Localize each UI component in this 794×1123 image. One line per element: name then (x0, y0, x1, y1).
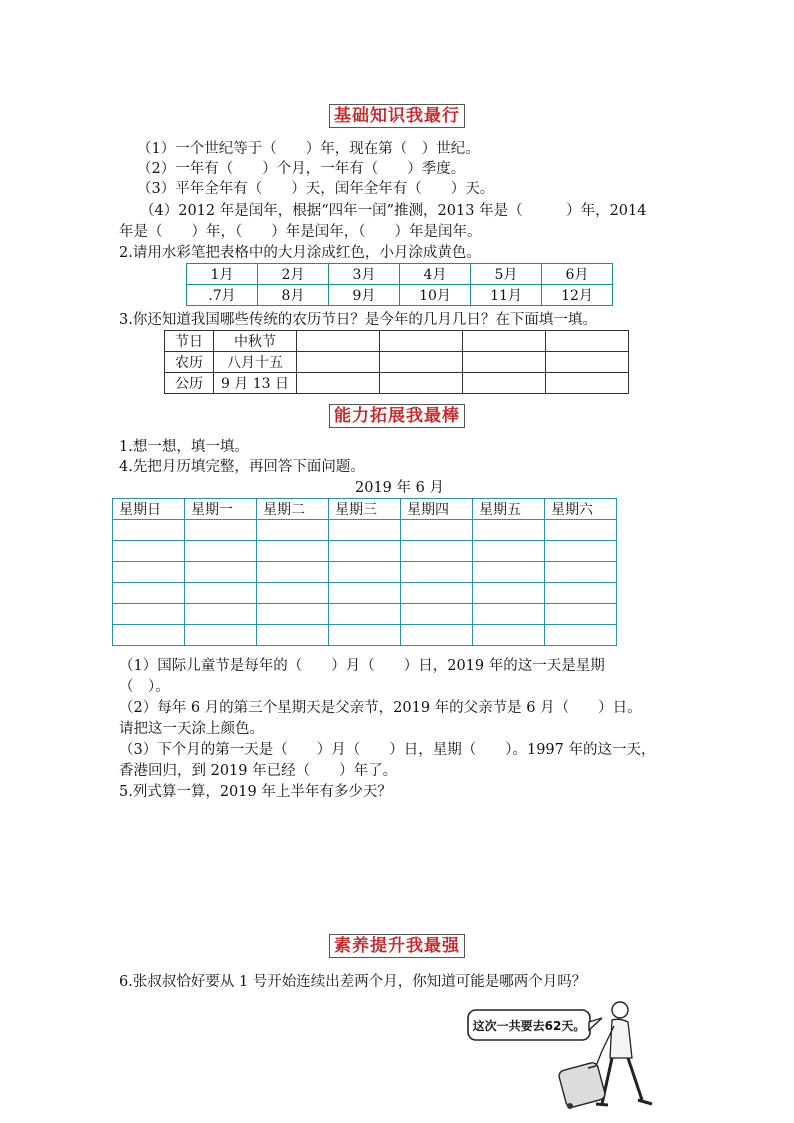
q1-part2: （2）一年有（ ）个月，一年有（ ）季度。 (137, 161, 466, 177)
q1b-text: 1.想一想，填一填。 (119, 439, 249, 455)
traveler-body (610, 1019, 632, 1058)
q1-part4-line2: 年是（ ）年，（ ）年是闰年，（ ）年是闰年。 (119, 224, 482, 240)
calendar-week-row (113, 541, 617, 562)
section2-title: 能力拓展我最棒 (329, 404, 465, 428)
calendar-day-cell[interactable] (401, 604, 473, 625)
calendar-day-cell[interactable] (401, 583, 473, 604)
weekday-header: 星期五 (473, 499, 545, 520)
q4-part1-line1: （1）国际儿童节是每年的（ ）月（ ）日，2019 年的这一天是星期 (119, 658, 605, 674)
q6-text: 6.张叔叔恰好要从 1 号开始连续出差两个月，你知道可能是哪两个月吗？ (119, 974, 587, 990)
festival-blank-cell[interactable] (463, 352, 546, 373)
month-cell[interactable]: .7月 (187, 285, 258, 306)
calendar-day-cell[interactable] (329, 541, 401, 562)
calendar-week-row (113, 583, 617, 604)
calendar-week-row (113, 562, 617, 583)
suitcase-wheel (567, 1103, 573, 1109)
month-cell[interactable]: 2月 (258, 264, 329, 285)
q2-text: 2.请用水彩笔把表格中的大月涂成红色，小月涂成黄色。 (119, 245, 481, 261)
month-cell[interactable]: 4月 (400, 264, 471, 285)
festival-header-cell: 农历 (165, 352, 214, 373)
weekday-header: 星期三 (329, 499, 401, 520)
months-row (187, 285, 613, 306)
calendar-day-cell[interactable] (473, 562, 545, 583)
calendar-day-cell[interactable] (113, 604, 185, 625)
speech-bubble-tail (589, 1018, 602, 1030)
calendar-day-cell[interactable] (401, 541, 473, 562)
q4-part3-line1: （3）下个月的第一天是（ ）月（ ）日，星期（ ）。1997 年的这一天， (119, 742, 656, 758)
traveler-head (612, 1002, 628, 1018)
section3-title: 素养提升我最强 (329, 934, 465, 958)
festival-blank-cell[interactable] (380, 352, 463, 373)
month-cell[interactable]: 12月 (542, 285, 613, 306)
festival-table (164, 330, 629, 394)
q4-part3-line2: 香港回归，到 2019 年已经（ ）年了。 (119, 763, 398, 779)
festival-blank-cell[interactable] (546, 373, 629, 394)
festival-cell: 中秋节 (214, 331, 297, 352)
festival-row (165, 331, 629, 352)
months-row (187, 264, 613, 285)
q3-text: 3.你还知道我国哪些传统的农历节日？是今年的几月几日？在下面填一填。 (119, 312, 597, 328)
month-cell[interactable]: 10月 (400, 285, 471, 306)
festival-blank-cell[interactable] (297, 331, 380, 352)
suitcase (558, 1061, 606, 1108)
calendar-day-cell[interactable] (545, 520, 617, 541)
calendar-header-row (113, 499, 617, 520)
festival-blank-cell[interactable] (463, 331, 546, 352)
calendar-day-cell[interactable] (401, 625, 473, 646)
q1-part4-line1: （4）2012 年是闰年，根据“四年一闰”推测，2013 年是（ ）年，2014 (140, 203, 647, 219)
month-cell[interactable]: 3月 (329, 264, 400, 285)
weekday-header: 星期六 (545, 499, 617, 520)
calendar-day-cell[interactable] (545, 541, 617, 562)
weekday-header: 星期二 (257, 499, 329, 520)
calendar-day-cell[interactable] (545, 583, 617, 604)
q4-part2-line2: 请把这一天涂上颜色。 (119, 721, 264, 737)
festival-blank-cell[interactable] (463, 373, 546, 394)
calendar-day-cell[interactable] (113, 541, 185, 562)
q4-part1-line2: （ ）。 (119, 679, 170, 695)
festival-row (165, 373, 629, 394)
calendar-day-cell[interactable] (113, 583, 185, 604)
calendar-week-row (113, 625, 617, 646)
traveler-legs (602, 1058, 642, 1104)
month-cell[interactable]: 6月 (542, 264, 613, 285)
calendar-day-cell[interactable] (329, 520, 401, 541)
month-cell[interactable]: 11月 (471, 285, 542, 306)
festival-cell: 八月十五 (214, 352, 297, 373)
q4-part2-line1: （2）每年 6 月的第三个星期天是父亲节，2019 年的父亲节是 6 月（ ）日。 (119, 700, 642, 716)
calendar-day-cell[interactable] (329, 583, 401, 604)
q4-text: 4.先把月历填完整，再回答下面问题。 (119, 459, 365, 475)
month-cell[interactable]: 9月 (329, 285, 400, 306)
month-cell[interactable]: 5月 (471, 264, 542, 285)
weekday-header: 星期四 (401, 499, 473, 520)
festival-blank-cell[interactable] (297, 352, 380, 373)
q1-part3: （3）平年全年有（ ）天，闰年全年有（ ）天。 (137, 181, 495, 197)
calendar-day-cell[interactable] (329, 625, 401, 646)
calendar-day-cell[interactable] (257, 562, 329, 583)
festival-header-cell: 节日 (165, 331, 214, 352)
festival-blank-cell[interactable] (546, 352, 629, 373)
weekday-header: 星期一 (185, 499, 257, 520)
calendar-day-cell[interactable] (113, 520, 185, 541)
calendar-day-cell[interactable] (473, 541, 545, 562)
calendar-day-cell[interactable] (473, 583, 545, 604)
calendar-week-row (113, 520, 617, 541)
calendar-day-cell[interactable] (257, 604, 329, 625)
traveler-shoes (596, 1100, 652, 1105)
traveler-illustration (462, 996, 672, 1111)
calendar-day-cell[interactable] (473, 520, 545, 541)
q1-part1: （1）一个世纪等于（ ）年，现在第（ ）世纪。 (137, 141, 480, 157)
calendar-day-cell[interactable] (401, 520, 473, 541)
calendar-day-cell[interactable] (257, 520, 329, 541)
calendar-day-cell[interactable] (473, 604, 545, 625)
calendar-day-cell[interactable] (113, 625, 185, 646)
weekday-header: 星期日 (113, 499, 185, 520)
calendar-day-cell[interactable] (257, 541, 329, 562)
calendar-day-cell[interactable] (545, 604, 617, 625)
calendar-week-row (113, 604, 617, 625)
calendar-day-cell[interactable] (545, 625, 617, 646)
section1-title: 基础知识我最行 (329, 104, 465, 128)
months-table (186, 263, 613, 306)
calendar-day-cell[interactable] (185, 625, 257, 646)
calendar-day-cell[interactable] (545, 562, 617, 583)
calendar-day-cell[interactable] (473, 625, 545, 646)
festival-blank-cell[interactable] (546, 331, 629, 352)
festival-header-cell: 公历 (165, 373, 214, 394)
festival-cell: 9 月 13 日 (214, 373, 297, 394)
calendar-day-cell[interactable] (257, 625, 329, 646)
calendar-day-cell[interactable] (113, 562, 185, 583)
speech-bubble-text: 这次一共要去62天。 (472, 1019, 586, 1033)
calendar-day-cell[interactable] (185, 583, 257, 604)
calendar-day-cell[interactable] (185, 562, 257, 583)
festival-blank-cell[interactable] (380, 373, 463, 394)
festival-blank-cell[interactable] (380, 331, 463, 352)
festival-row (165, 352, 629, 373)
q5-text: 5.列式算一算，2019 年上半年有多少天？ (119, 784, 392, 800)
month-cell[interactable]: 1月 (187, 264, 258, 285)
calendar-day-cell[interactable] (185, 541, 257, 562)
month-cell[interactable]: 8月 (258, 285, 329, 306)
calendar-day-cell[interactable] (185, 520, 257, 541)
calendar-day-cell[interactable] (329, 604, 401, 625)
calendar-table (112, 498, 617, 646)
calendar-day-cell[interactable] (257, 583, 329, 604)
calendar-day-cell[interactable] (185, 604, 257, 625)
calendar-title: 2019 年 6 月 (355, 480, 444, 496)
calendar-day-cell[interactable] (401, 562, 473, 583)
calendar-day-cell[interactable] (329, 562, 401, 583)
festival-blank-cell[interactable] (297, 373, 380, 394)
